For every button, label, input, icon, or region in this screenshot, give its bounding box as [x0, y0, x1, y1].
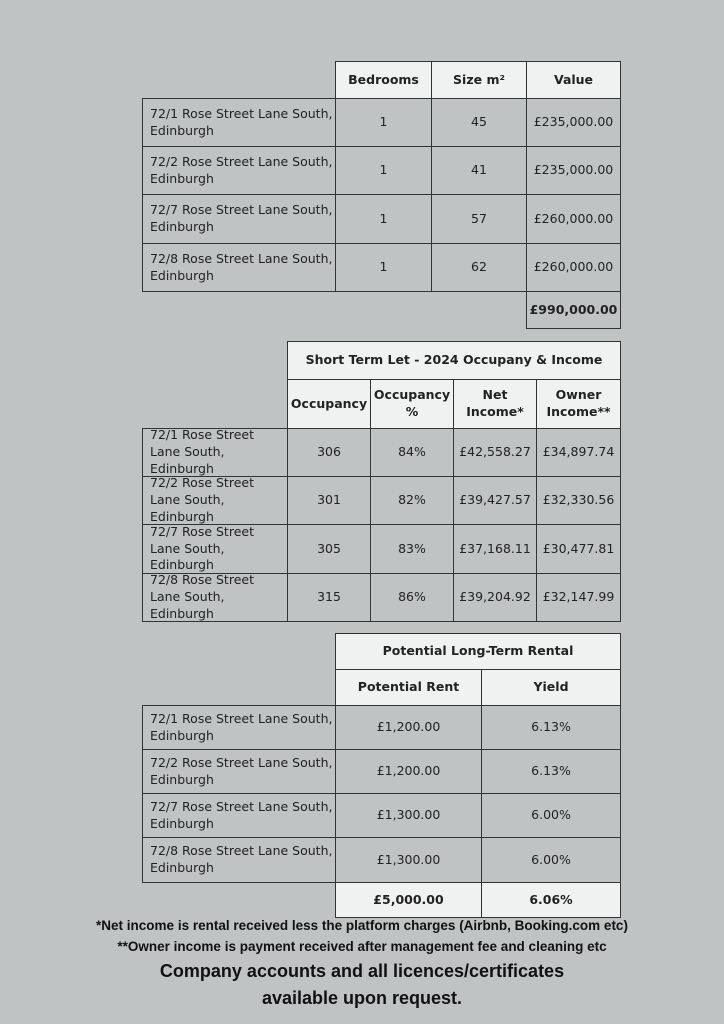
short-term-owner-income: £30,477.81	[536, 524, 621, 574]
sales-bedrooms: 1	[335, 146, 432, 195]
long-term-rent: £1,300.00	[335, 837, 482, 883]
sales-value: £235,000.00	[526, 146, 621, 195]
long-term-title: Potential Long-Term Rental	[335, 633, 621, 670]
long-term-yield: 6.00%	[481, 837, 621, 883]
col-header-owner-income: Owner Income**	[536, 379, 621, 429]
long-term-total-rent: £5,000.00	[335, 882, 482, 918]
long-term-rent: £1,200.00	[335, 705, 482, 750]
sales-total-value: £990,000.00	[526, 291, 621, 329]
col-header-occupancy-pct: Occupancy %	[370, 379, 454, 429]
sales-address: 72/8 Rose Street Lane South, Edinburgh	[142, 243, 336, 292]
sales-size: 41	[431, 146, 527, 195]
footnote-owner-income: **Owner income is payment received after management fee and cleaning etc	[117, 939, 607, 954]
sales-value: £260,000.00	[526, 194, 621, 244]
sales-value: £260,000.00	[526, 243, 621, 292]
col-header-yield: Yield	[481, 669, 621, 706]
long-term-yield: 6.00%	[481, 793, 621, 838]
sales-address: 72/1 Rose Street Lane South, Edinburgh	[142, 98, 336, 147]
short-term-occupancy: 301	[287, 476, 371, 525]
short-term-occupancy: 315	[287, 573, 371, 622]
sales-address: 72/7 Rose Street Lane South, Edinburgh	[142, 194, 336, 244]
long-term-total-yield: 6.06%	[481, 882, 621, 918]
col-header-value: Value	[526, 61, 621, 99]
long-term-yield: 6.13%	[481, 705, 621, 750]
col-header-potential-rent: Potential Rent	[335, 669, 482, 706]
short-term-owner-income: £32,330.56	[536, 476, 621, 525]
short-term-net-income: £42,558.27	[453, 428, 537, 477]
footnote-net-income: *Net income is rental received less the platform charges (Airbnb, Booking.com etc)	[96, 918, 628, 933]
short-term-occupancy-pct: 84%	[370, 428, 454, 477]
sales-size: 62	[431, 243, 527, 292]
short-term-occupancy: 305	[287, 524, 371, 574]
long-term-address: 72/8 Rose Street Lane South, Edinburgh	[142, 837, 336, 883]
col-header-occupancy: Occupancy	[287, 379, 371, 429]
short-term-net-income: £39,204.92	[453, 573, 537, 622]
long-term-rent: £1,200.00	[335, 749, 482, 794]
short-term-net-income: £39,427.57	[453, 476, 537, 525]
short-term-occupancy-pct: 83%	[370, 524, 454, 574]
short-term-address: 72/8 Rose Street Lane South, Edinburgh	[142, 573, 288, 622]
long-term-rent: £1,300.00	[335, 793, 482, 838]
sales-bedrooms: 1	[335, 243, 432, 292]
col-header-bedrooms: Bedrooms	[335, 61, 432, 99]
short-term-title: Short Term Let - 2024 Occupany & Income	[287, 341, 621, 380]
long-term-address: 72/2 Rose Street Lane South, Edinburgh	[142, 749, 336, 794]
short-term-address: 72/7 Rose Street Lane South, Edinburgh	[142, 524, 288, 574]
long-term-yield: 6.13%	[481, 749, 621, 794]
sales-size: 57	[431, 194, 527, 244]
closing-line-1: Company accounts and all licences/certificates	[159, 961, 565, 981]
sales-value: £235,000.00	[526, 98, 621, 147]
short-term-net-income: £37,168.11	[453, 524, 537, 574]
closing-line-2: available upon request.	[261, 988, 463, 1008]
short-term-address: 72/2 Rose Street Lane South, Edinburgh	[142, 476, 288, 525]
short-term-owner-income: £34,897.74	[536, 428, 621, 477]
sales-size: 45	[431, 98, 527, 147]
long-term-address: 72/7 Rose Street Lane South, Edinburgh	[142, 793, 336, 838]
short-term-address: 72/1 Rose Street Lane South, Edinburgh	[142, 428, 288, 477]
col-header-net-income: Net Income*	[453, 379, 537, 429]
col-header-size: Size m²	[431, 61, 527, 99]
short-term-occupancy: 306	[287, 428, 371, 477]
sales-bedrooms: 1	[335, 98, 432, 147]
short-term-occupancy-pct: 86%	[370, 573, 454, 622]
short-term-owner-income: £32,147.99	[536, 573, 621, 622]
short-term-occupancy-pct: 82%	[370, 476, 454, 525]
sales-address: 72/2 Rose Street Lane South, Edinburgh	[142, 146, 336, 195]
sales-bedrooms: 1	[335, 194, 432, 244]
long-term-address: 72/1 Rose Street Lane South, Edinburgh	[142, 705, 336, 750]
